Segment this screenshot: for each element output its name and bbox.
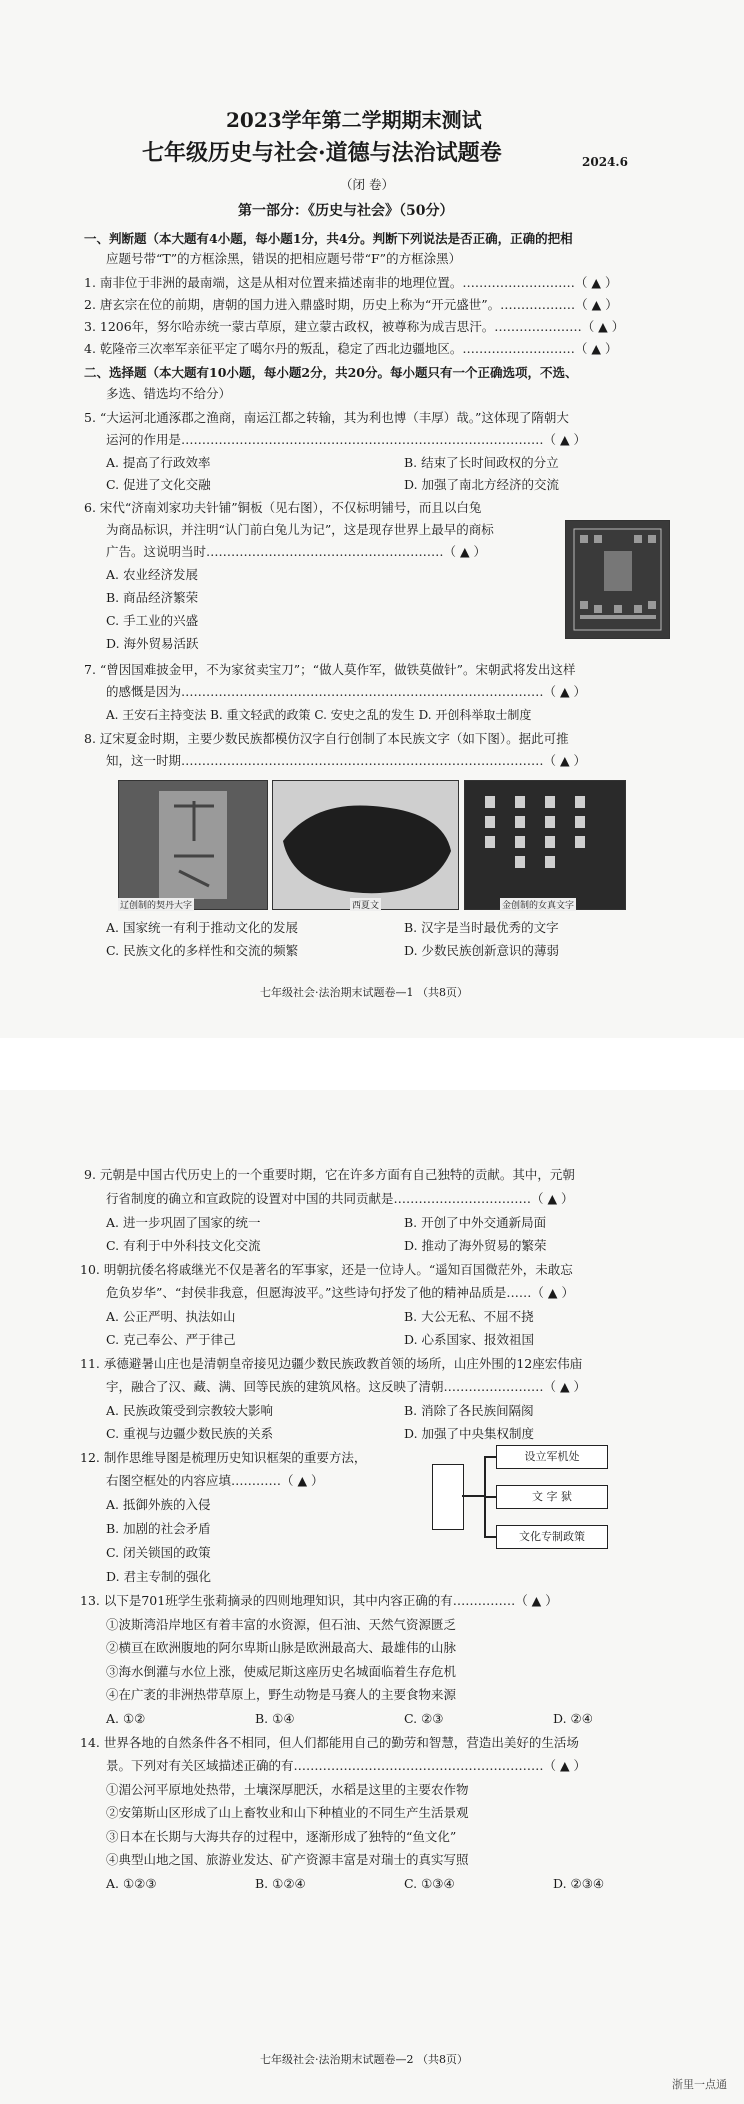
option-5c: C. 促进了文化交融 bbox=[106, 477, 211, 492]
caption-jurchen: 金创制的女真文字 bbox=[500, 898, 576, 911]
question-12-cont: 右图空框处的内容应填…………（ ▲ ） bbox=[106, 1473, 324, 1488]
option-10b: B. 大公无私、不屈不挠 bbox=[404, 1309, 534, 1324]
option-6b: B. 商品经济繁荣 bbox=[106, 590, 199, 605]
page-footer-1: 七年级社会·法治期末试题卷—1 （共8页） bbox=[260, 986, 468, 999]
part1-heading: 第一部分：《历史与社会》（50分） bbox=[238, 203, 454, 219]
option-10c: C. 克己奉公、严于律己 bbox=[106, 1332, 236, 1347]
jurchen-script-image bbox=[464, 780, 626, 910]
mind-map-node-2: 文 字 狱 bbox=[496, 1485, 608, 1509]
option-12b: B. 加剧的社会矛盾 bbox=[106, 1521, 211, 1536]
statement-14-3: ③日本在长期与大海共存的过程中，逐渐形成了独特的“鱼文化” bbox=[106, 1829, 457, 1844]
option-5d: D. 加强了南北方经济的交流 bbox=[404, 477, 560, 492]
option-11b: B. 消除了各民族间隔阂 bbox=[404, 1403, 534, 1418]
question-13: 13. 以下是701班学生张莉摘录的四则地理知识，其中内容正确的有……………（ ▲ ） bbox=[80, 1593, 558, 1608]
option-14a: A. ①②③ bbox=[106, 1876, 157, 1891]
question-8-cont: 知，这一时期……………………………………………………………………………（ ▲ ） bbox=[106, 753, 587, 768]
option-6d: D. 海外贸易活跃 bbox=[106, 636, 199, 651]
statement-13-3: ③海水倒灌与水位上涨，使威尼斯这座历史名城面临着生存危机 bbox=[106, 1664, 457, 1679]
watermark-text: 浙里一点通 bbox=[672, 2078, 727, 2091]
question-8: 8. 辽宋夏金时期，主要少数民族都模仿汉字自行创制了本民族文字（如下图）。据此可推 bbox=[84, 731, 569, 746]
option-6a: A. 农业经济发展 bbox=[106, 567, 198, 582]
option-11d: D. 加强了中央集权制度 bbox=[404, 1426, 535, 1441]
question-12: 12. 制作思维导图是梳理历史知识框架的重要方法， bbox=[80, 1450, 367, 1465]
question-14-cont: 景。下列对有关区域描述正确的有……………………………………………………（ ▲ ） bbox=[106, 1758, 587, 1773]
statement-13-2: ②横亘在欧洲腹地的阿尔卑斯山脉是欧洲最高大、最雄伟的山脉 bbox=[106, 1640, 457, 1655]
option-9a: A. 进一步巩固了国家的统一 bbox=[106, 1215, 261, 1230]
question-9: 9. 元朝是中国古代历史上的一个重要时期，它在许多方面有自己独特的贡献。其中，元朝 bbox=[84, 1167, 575, 1182]
closed-book-label: （闭 卷） bbox=[340, 177, 394, 192]
question-5-cont: 运河的作用是……………………………………………………………………………（ ▲ ） bbox=[106, 432, 587, 447]
mind-map-node-1: 设立军机处 bbox=[496, 1445, 608, 1469]
question-5: 5. “大运河北通涿郡之渔商，南运江都之转输，其为利也博（丰厚）哉。”这体现了隋朝大 bbox=[84, 410, 569, 425]
option-12a: A. 抵御外族的入侵 bbox=[106, 1497, 211, 1512]
question-2: 2. 唐玄宗在位的前期，唐朝的国力进入鼎盛时期，历史上称为“开元盛世”。………………（ ▲ ） bbox=[84, 297, 618, 312]
page-footer-2: 七年级社会·法治期末试题卷—2 （共8页） bbox=[260, 2053, 468, 2066]
option-6c: C. 手工业的兴盛 bbox=[106, 613, 199, 628]
exam-date: 2024.6 bbox=[582, 155, 628, 169]
option-13c: C. ②③ bbox=[404, 1711, 444, 1726]
question-14: 14. 世界各地的自然条件各不相同，但人们都能用自己的勤劳和智慧，营造出美好的生活场 bbox=[80, 1735, 579, 1750]
statement-14-2: ②安第斯山区形成了山上畜牧业和山下种植业的不同生产生活景观 bbox=[106, 1805, 469, 1820]
option-8d: D. 少数民族创新意识的薄弱 bbox=[404, 943, 560, 958]
question-10: 10. 明朝抗倭名将戚继光不仅是著名的军事家，还是一位诗人。“遥知百国微茫外，未敢忘 bbox=[80, 1262, 573, 1277]
option-14c: C. ①③④ bbox=[404, 1876, 455, 1891]
option-10a: A. 公正严明、执法如山 bbox=[106, 1309, 236, 1324]
page-gap bbox=[0, 1038, 744, 1090]
mind-map-branch-2 bbox=[484, 1496, 496, 1498]
question-6-cont: 为商品标识，并注明“认门前白兔儿为记”，这是现存世界上最早的商标 bbox=[106, 522, 494, 537]
question-11-cont: 宇，融合了汉、藏、满、回等民族的建筑风格。这反映了清朝……………………（ ▲ ） bbox=[106, 1379, 587, 1394]
option-11c: C. 重视与边疆少数民族的关系 bbox=[106, 1426, 274, 1441]
exam-title-line2: 七年级历史与社会·道德与法治试题卷 bbox=[142, 140, 502, 166]
mind-map-connector bbox=[462, 1495, 484, 1497]
section1-heading: 一、判断题（本大题有4小题，每小题1分，共4分。判断下列说法是否正确，正确的把相 bbox=[84, 231, 573, 246]
option-9b: B. 开创了中外交通新局面 bbox=[404, 1215, 547, 1230]
exam-page-2 bbox=[0, 1090, 744, 2104]
caption-khitan: 辽创制的契丹大字 bbox=[118, 898, 194, 911]
option-13b: B. ①④ bbox=[255, 1711, 295, 1726]
xixia-script-image bbox=[272, 780, 459, 910]
option-5b: B. 结束了长时间政权的分立 bbox=[404, 455, 559, 470]
question-10-cont: 危负岁华”、“封侯非我意，但愿海波平。”这些诗句抒发了他的精神品质是……（ ▲ ） bbox=[106, 1285, 574, 1300]
option-14d: D. ②③④ bbox=[553, 1876, 605, 1891]
option-12c: C. 闭关锁国的政策 bbox=[106, 1545, 211, 1560]
question-7-cont: 的感慨是因为……………………………………………………………………………（ ▲ ） bbox=[106, 684, 587, 699]
option-13d: D. ②④ bbox=[553, 1711, 593, 1726]
question-4: 4. 乾隆帝三次率军亲征平定了噶尔丹的叛乱，稳定了西北边疆地区。………………………（ ▲ ） bbox=[84, 341, 618, 356]
option-8c: C. 民族文化的多样性和交流的频繁 bbox=[106, 943, 299, 958]
option-8b: B. 汉字是当时最优秀的文字 bbox=[404, 920, 559, 935]
question-6-cont2: 广告。这说明当时…………………………………………………（ ▲ ） bbox=[106, 544, 487, 559]
statement-13-1: ①波斯湾沿岸地区有着丰富的水资源，但石油、天然气资源匮乏 bbox=[106, 1617, 457, 1632]
caption-xixia: 西夏文 bbox=[350, 898, 381, 911]
question-7: 7. “曾因国难披金甲，不为家贫卖宝刀”；“做人莫作军，做铁莫做针”。宋朝武将发出这样 bbox=[84, 662, 576, 677]
mind-map-blank-box bbox=[432, 1464, 464, 1530]
option-9d: D. 推动了海外贸易的繁荣 bbox=[404, 1238, 547, 1253]
khitan-script-image bbox=[118, 780, 268, 910]
section2-heading-cont: 多选、错选均不给分） bbox=[106, 386, 232, 401]
option-12d: D. 君主专制的强化 bbox=[106, 1569, 212, 1584]
option-13a: A. ①② bbox=[106, 1711, 146, 1726]
mind-map-branch-1 bbox=[484, 1456, 496, 1458]
mind-map-node-3: 文化专制政策 bbox=[496, 1525, 608, 1549]
statement-14-4: ④典型山地之国、旅游业发达、矿产资源丰富是对瑞士的真实写照 bbox=[106, 1852, 469, 1867]
statement-13-4: ④在广袤的非洲热带草原上，野生动物是马赛人的主要食物来源 bbox=[106, 1687, 457, 1702]
exam-title-line1: 2023学年第二学期期末测试 bbox=[226, 108, 482, 132]
option-8a: A. 国家统一有利于推动文化的发展 bbox=[106, 920, 298, 935]
question-11: 11. 承德避暑山庄也是清朝皇帝接见边疆少数民族政教首领的场所，山庄外围的12座宏伟庙 bbox=[80, 1356, 583, 1371]
options-7: A. 王安石主持变法 B. 重文轻武的政策 C. 安史之乱的发生 D. 开创科举取士制度 bbox=[106, 708, 532, 722]
statement-14-1: ①湄公河平原地处热带，土壤深厚肥沃，水稻是这里的主要农作物 bbox=[106, 1782, 469, 1797]
mind-map-branch-3 bbox=[484, 1536, 496, 1538]
question-9-cont: 行省制度的确立和宣政院的设置对中国的共同贡献是……………………………（ ▲ ） bbox=[106, 1191, 574, 1206]
option-9c: C. 有利于中外科技文化交流 bbox=[106, 1238, 261, 1253]
section1-heading-cont: 应题号带“T”的方框涂黑，错误的把相应题号带“F”的方框涂黑） bbox=[106, 251, 462, 266]
section2-heading: 二、选择题（本大题有10小题，每小题2分，共20分。每小题只有一个正确选项，不选、 bbox=[84, 365, 578, 380]
option-11a: A. 民族政策受到宗教较大影响 bbox=[106, 1403, 273, 1418]
option-5a: A. 提高了行政效率 bbox=[106, 455, 211, 470]
option-14b: B. ①②④ bbox=[255, 1876, 306, 1891]
question-3: 3. 1206年，努尔哈赤统一蒙古草原，建立蒙古政权，被尊称为成吉思汗。…………………（ ▲ ） bbox=[84, 319, 625, 334]
question-1: 1. 南非位于非洲的最南端，这是从相对位置来描述南非的地理位置。………………………（ ▲ ） bbox=[84, 275, 618, 290]
question-6: 6. 宋代“济南刘家功夫针铺”铜板（见右图），不仅标明铺号，而且以白兔 bbox=[84, 500, 482, 515]
option-10d: D. 心系国家、报效祖国 bbox=[404, 1332, 535, 1347]
copper-plate-image bbox=[565, 520, 670, 639]
exam-page-1 bbox=[0, 0, 744, 1038]
